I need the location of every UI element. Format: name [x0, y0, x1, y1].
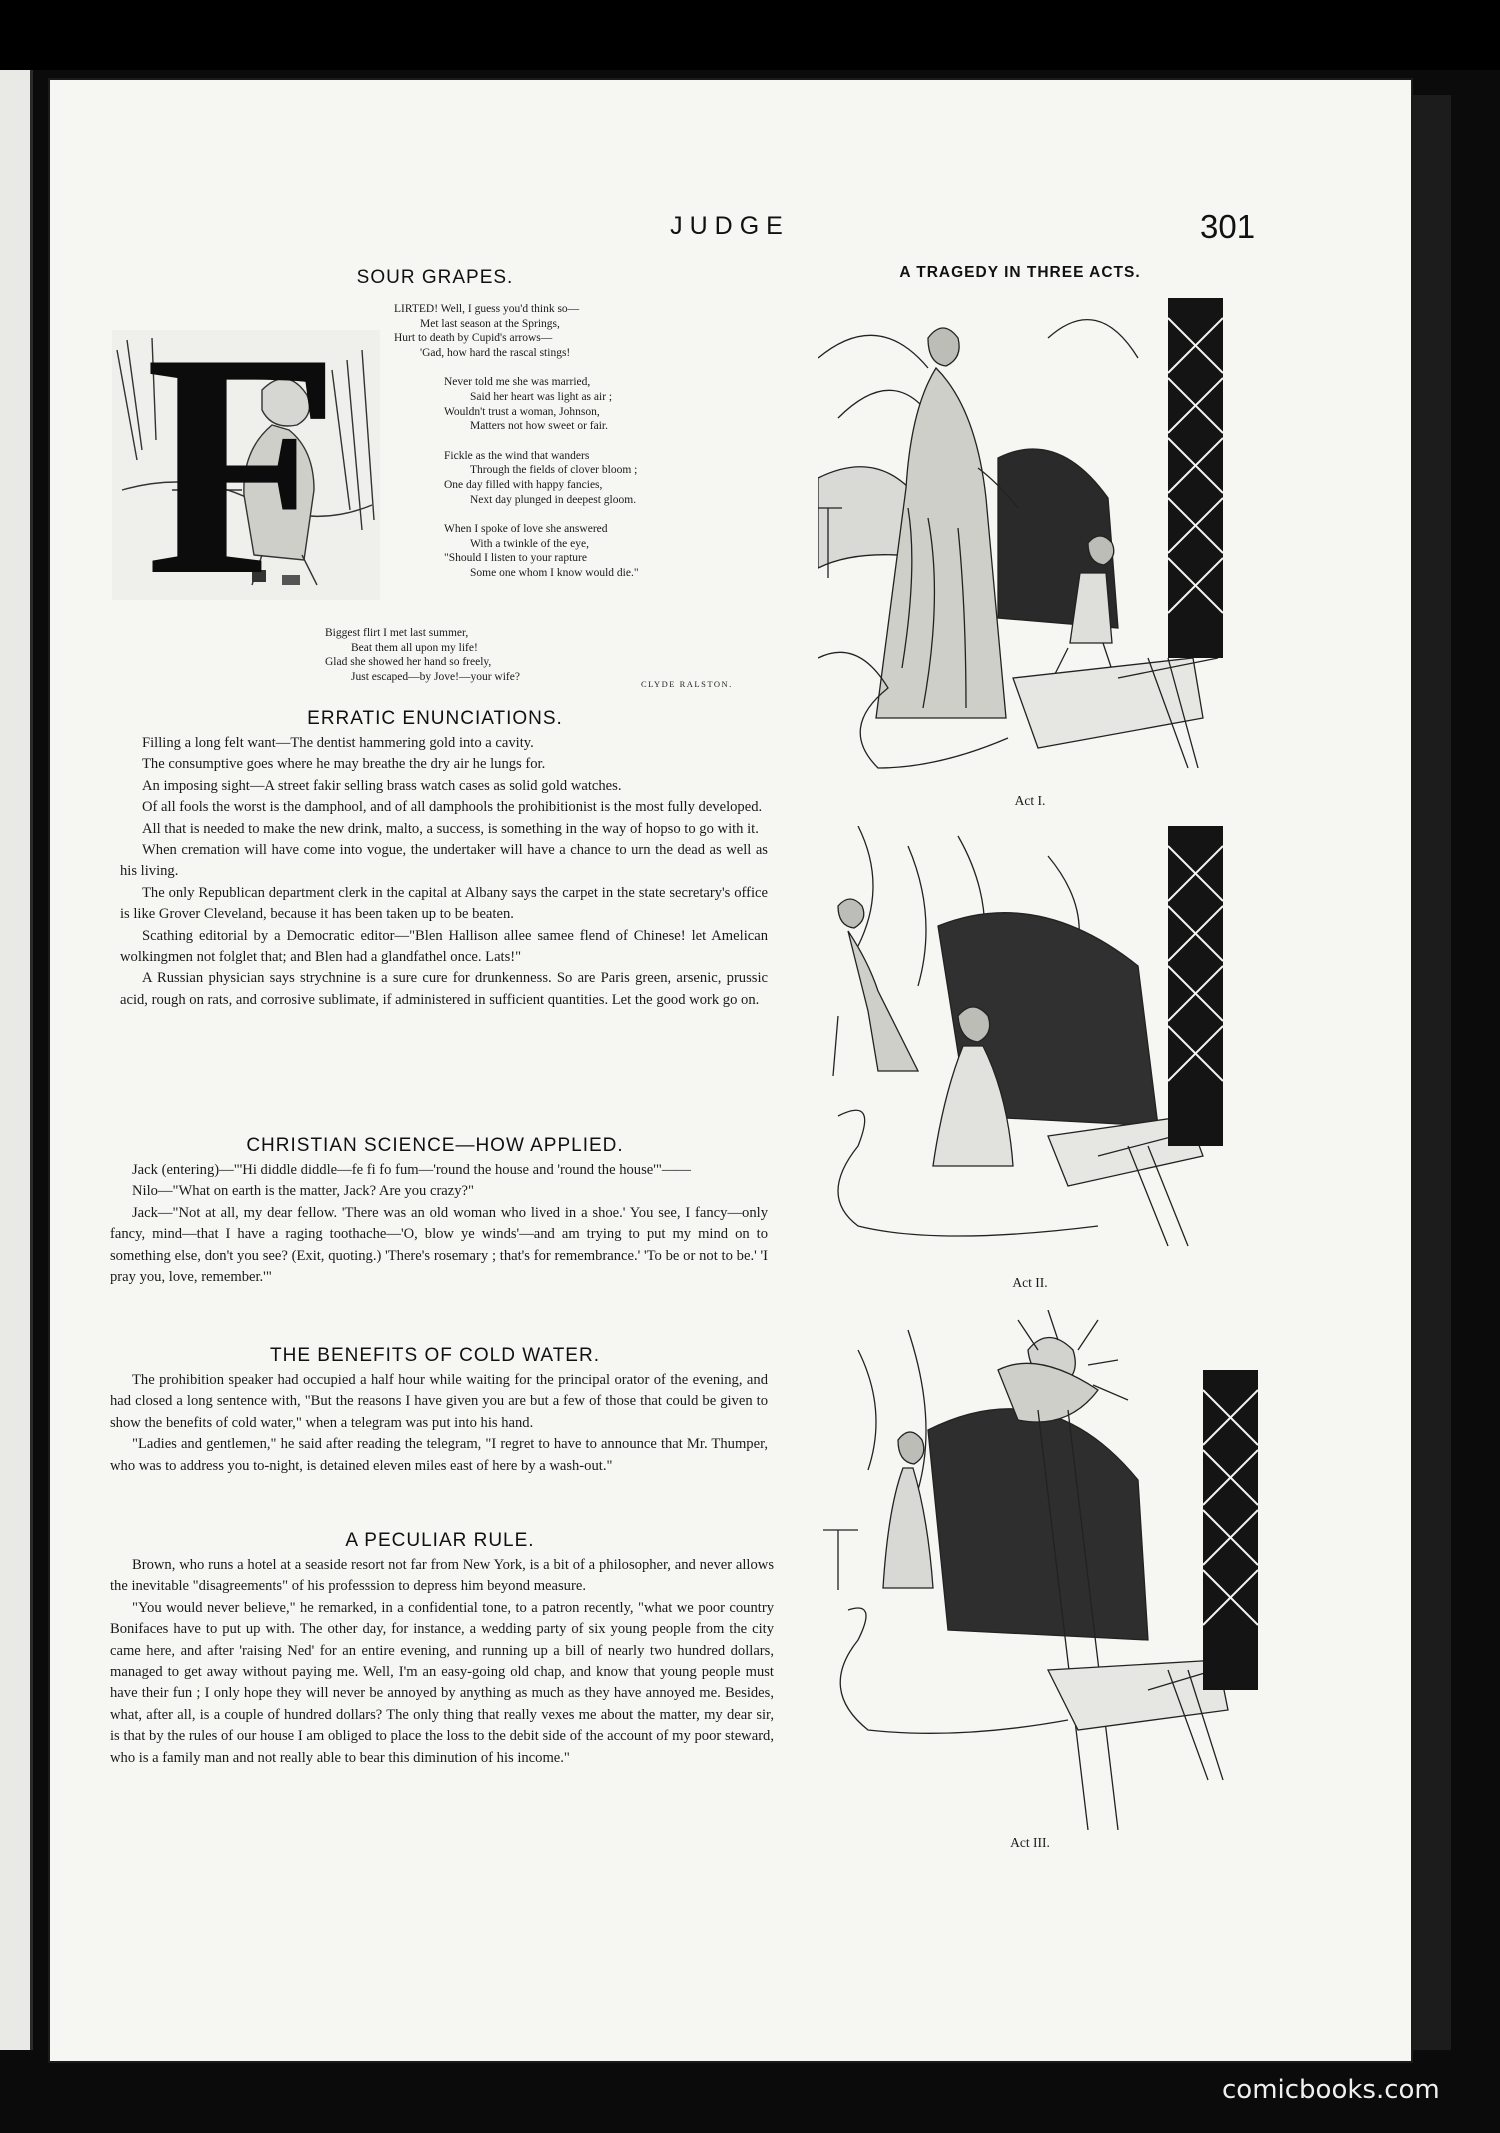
masthead: JUDGE: [670, 212, 790, 240]
peculiar-rule-title: A PECULIAR RULE.: [345, 1530, 535, 1551]
erratic-title: ERRATIC ENUNCIATIONS.: [307, 708, 563, 729]
act-2-caption: Act II.: [1012, 1275, 1048, 1290]
act-1-caption: Act I.: [1014, 793, 1046, 808]
poem-stanza: LIRTED! Well, I guess you'd think so— Met last season at the Springs, Hurt to death by Cupid's arrows— 'Gad, how hard the rascal stings!: [394, 303, 580, 359]
page-shadow: [1413, 95, 1451, 2050]
christian-science-title: CHRISTIAN SCIENCE—HOW APPLIED.: [246, 1135, 624, 1156]
watermark: comicbooks.com: [1222, 2075, 1440, 2105]
act-3-caption: Act III.: [1010, 1835, 1050, 1850]
peculiar-rule-body: Brown, who runs a hotel at a seaside resort not far from New York, is a bit of a philosopher, and never allows the inevitable "disagreements" of his professsion to depress him beyond measure. "You would never believe," he remarked, in a confidential tone, to a patron recently, "what we poor country Bonifaces have to put up with. The other day, for instance, a wedding party of six young people from the city came here, and after 'raising Ned' for an entire evening, and running up a bill of nearly two hundred dollars, managed to get away without paying me. Well, I'm an easy-going old chap, and know that young people must have their fun ; I only hope they will never be annoyed by anything as much as they have annoyed me. Besides, what, after all, is a couple of hundred dollars? The only thing that really vexes me about the matter, my dear sir, is that by the rules of our house I am obliged to place the loss to the debit side of the account of my poor steward, who is a family man and not really able to bear this diminution of his income.": [110, 1557, 774, 1766]
cold-water-body: The prohibition speaker had occupied a half hour while waiting for the principal orator of the evening, and had closed a long sentence with, "But the reasons I have given you are but a few of those that could be given to show the benefits of cold water," when a telegram was put into his hand. "Ladies and gentlemen," he said after reading the telegram, "I regret to have to announce that Mr. Thumper, who was to address you to-night, is detained eleven miles east of here by a wash-out.": [110, 1372, 768, 1474]
christian-science-body: Jack (entering)—"'Hi diddle diddle—fe fi fo fum—'round the house and 'round the house'"—— Nilo—"What on earth is the matter, Jack? Are you crazy?" Jack—"Not at all, my dear fellow. 'There was an old woman who lived in a shoe.' You see, I fancy—only fancy, mind—that I have a raging toothache—'O, blow ye winds'—and am trying to put my mind on to something else, don't you see? (Exit, quoting.) 'There's rosemary ; that's for remembrance.' 'To be or not to be.' 'I pray you, love, remember.'": [110, 1162, 768, 1286]
act-2-illustration: [818, 826, 1223, 1276]
cold-water-title: THE BENEFITS OF COLD WATER.: [270, 1345, 600, 1366]
tragedy-title: A TRAGEDY IN THREE ACTS.: [899, 264, 1141, 281]
act-3-illustration: [818, 1310, 1258, 1830]
poem-stanzas-1-4: [394, 302, 639, 596]
sour-grapes-title: SOUR GRAPES.: [356, 267, 514, 288]
poem-author: CLYDE RALSTON.: [641, 679, 733, 689]
page-number: 301: [1200, 208, 1256, 245]
erratic-body: Filling a long felt want—The dentist hammering gold into a cavity. The consumptive goes where he may breathe the dry air he lungs for. An imposing sight—A street fakir selling brass watch cases as solid gold watches. Of all fools the worst is the damphool, and of all damphools the prohibitionist is the most fully developed. All that is needed to make the new drink, malto, a success, is something in the way of hopso to go with it. When cremation will have come into vogue, the undertaker will have a chance to urn the dead as well as his living. The only Republican department clerk in the capital at Albany says the carpet in the state secretary's office is like Grover Cleveland, because it has been taken up to be beaten. Scathing editorial by a Democratic editor—"Blen Hallison allee samee flend of Chinese! let Amelican wolkingmen not folglet that; and Blen had a glandfathel once. Lats!" A Russian physician says strychnine is a sure cure for drunkenness. So are Paris green, arsenic, prussic acid, rough on rats, and corrosive sublimate, if administered in sufficient quantities. Let the good work go on.: [120, 735, 768, 1008]
act-1-illustration: [818, 298, 1223, 793]
left-page-edge: [0, 70, 33, 2050]
poem-stanza: When I spoke of love she answered With a twinkle of the eye, "Should I listen to your rapture Some one whom I know would die.": [444, 523, 639, 579]
poem-stanza-final: Biggest flirt I met last summer, Beat them all upon my life! Glad she showed her hand so freely, Just escaped—by Jove!—your wife?: [325, 627, 520, 683]
poem-stanza: Fickle as the wind that wanders Through the fields of clover bloom ; One day filled with happy fancies, Next day plunged in deepest gloom.: [444, 449, 638, 506]
poem-stanza: Never told me she was married, Said her heart was light as air ; Wouldn't trust a woman, Johnson, Matters not how sweet or fair.: [444, 376, 613, 433]
drop-cap: F: [145, 288, 335, 642]
